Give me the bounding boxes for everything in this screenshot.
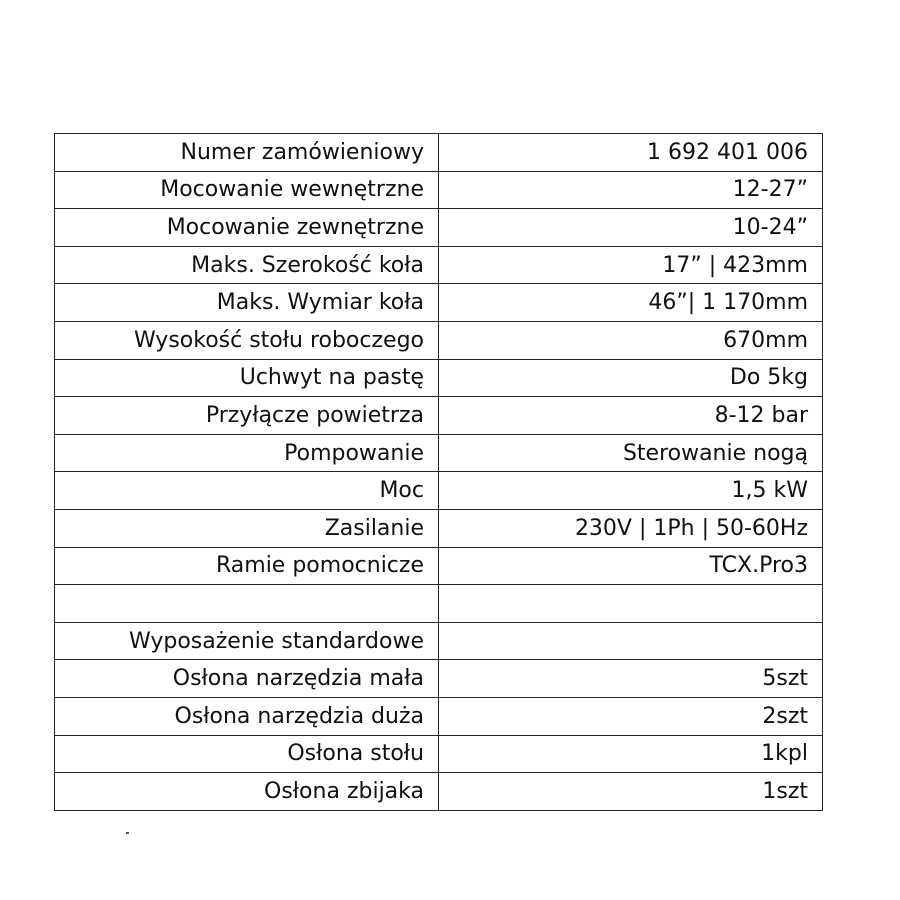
spec-value: 8-12 bar [439,397,823,435]
spec-value [439,585,823,623]
spec-label: Osłona stołu [55,735,439,773]
spec-value: 2szt [439,697,823,735]
spec-label: Mocowanie zewnętrzne [55,209,439,247]
table-row-table-guard [55,735,823,773]
table-row-max-wheel-width [55,246,823,284]
spec-value [439,622,823,660]
table-row-max-wheel-size [55,284,823,322]
spec-table-body [55,134,823,811]
table-row-helper-arm [55,547,823,585]
section-heading: Wyposażenie standardowe [55,622,439,660]
spec-value: 1kpl [439,735,823,773]
table-row-inflation [55,434,823,472]
table-row-order-number [55,134,823,172]
table-row-table-height [55,321,823,359]
spec-label: Uchwyt na pastę [55,359,439,397]
spec-table [54,133,823,811]
spec-label: Przyłącze powietrza [55,397,439,435]
table-row-bead-breaker-guard [55,773,823,811]
spec-label: Maks. Wymiar koła [55,284,439,322]
spec-label: Osłona narzędzia mała [55,660,439,698]
spec-value: 230V | 1Ph | 50-60Hz [439,509,823,547]
spec-value: 46”| 1 170mm [439,284,823,322]
spec-value: TCX.Pro3 [439,547,823,585]
table-row-inner-clamping [55,171,823,209]
spec-value: 670mm [439,321,823,359]
spec-value: 17” | 423mm [439,246,823,284]
table-row-paste-holder [55,359,823,397]
spec-label: Ramie pomocnicze [55,547,439,585]
table-row-power-supply [55,509,823,547]
spec-value: 1 692 401 006 [439,134,823,172]
spec-value: 1szt [439,773,823,811]
table-row-outer-clamping [55,209,823,247]
spec-label: Osłona narzędzia duża [55,697,439,735]
spec-label: Osłona zbijaka [55,773,439,811]
stray-mark [126,832,129,834]
spec-label: Moc [55,472,439,510]
spec-value: 10-24” [439,209,823,247]
spec-label [55,585,439,623]
table-row-power [55,472,823,510]
table-row-standard-equipment-header [55,622,823,660]
spec-label: Zasilanie [55,509,439,547]
table-row-small-tool-guard [55,660,823,698]
spec-value: 12-27” [439,171,823,209]
spec-label: Numer zamówieniowy [55,134,439,172]
table-row-large-tool-guard [55,697,823,735]
spec-label: Wysokość stołu roboczego [55,321,439,359]
spec-label: Maks. Szerokość koła [55,246,439,284]
spec-value: 5szt [439,660,823,698]
spec-value: Do 5kg [439,359,823,397]
spec-value: 1,5 kW [439,472,823,510]
table-row-empty [55,585,823,623]
table-row-air-connection [55,397,823,435]
spec-value: Sterowanie nogą [439,434,823,472]
spec-label: Pompowanie [55,434,439,472]
spec-label: Mocowanie wewnętrzne [55,171,439,209]
